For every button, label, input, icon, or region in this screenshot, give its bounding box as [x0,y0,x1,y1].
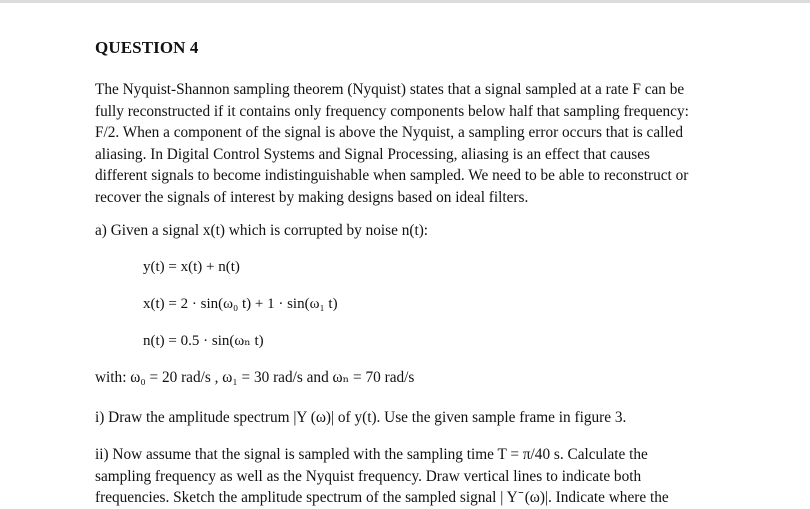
intro-paragraph [95,79,795,209]
part-i-text: i) Draw the amplitude spectrum |Y (ω)| of y(t). Use the given sample frame in figure 3. [95,409,627,427]
part-ii-line: frequencies. Sketch the amplitude spectrum of the sampled signal | Y ̄ (ω)|. Indicate where the [95,489,669,507]
intro-line: aliasing. In Digital Control Systems and Signal Processing, aliasing is an effect that causes [95,145,650,163]
part-a-text: a) Given a signal x(t) which is corrupted by noise n(t): [95,221,429,239]
question-page [95,30,795,509]
question-title: QUESTION 4 [95,38,199,57]
intro-line: The Nyquist-Shannon sampling theorem (Nyquist) states that a signal sampled at a rate F can be [95,81,685,98]
equation-y: y(t) = x(t) + n(t) [143,259,240,276]
top-rule [0,0,810,3]
part-ii-line: ii) Now assume that the signal is sampled with the sampling time T = π/40 s. Calculate the [95,446,648,464]
equation-x: x(t) = 2 · sin(ω₀ t) + 1 · sin(ω₁ t) [143,296,338,313]
intro-line: F/2. When a component of the signal is above the Nyquist, a sampling error occurs that is called [95,124,684,142]
intro-line: different signals to become indistinguishable when sampled. We need to be able to reconstruct or [95,167,689,185]
intro-line: recover the signals of interest by making designs based on ideal filters. [95,188,529,206]
frequency-values: with: ω₀ = 20 rad/s , ω₁ = 30 rad/s and ωₙ = 70 rad/s [95,369,415,387]
intro-line: fully reconstructed if it contains only frequency components below half that sampling frequency: [95,102,689,120]
equation-n: n(t) = 0.5 · sin(ωₙ t) [143,333,264,350]
part-ii-paragraph [95,444,795,509]
part-ii-line: sampling frequency as well as the Nyquist frequency. Draw vertical lines to indicate both [95,467,642,485]
